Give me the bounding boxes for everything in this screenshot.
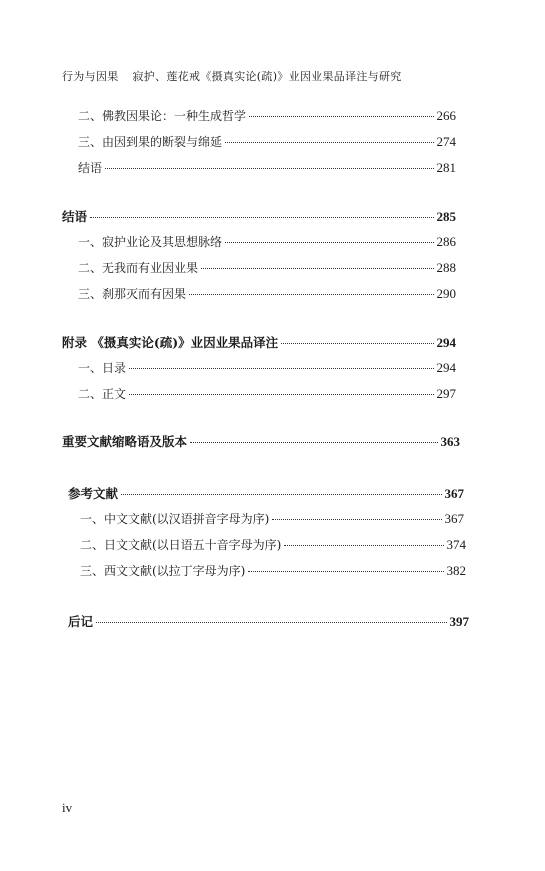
toc-entry-title: 二、正文 <box>78 387 127 401</box>
dot-leader <box>105 168 433 169</box>
toc-entry-page: 288 <box>436 260 456 275</box>
toc-entry <box>78 285 456 302</box>
toc-entry-page: 382 <box>446 563 466 578</box>
toc-chapter-page: 367 <box>444 486 464 501</box>
dot-leader <box>272 519 441 520</box>
toc-chapter-title: 附录 《摄真实论(疏)》业因业果品译注 <box>62 335 279 350</box>
dot-leader <box>225 242 433 243</box>
toc-chapter <box>62 207 456 225</box>
toc-chapter-page: 294 <box>436 335 456 350</box>
dot-leader <box>189 294 433 295</box>
toc-chapter-title: 重要文献缩略语及版本 <box>62 434 188 449</box>
toc-entry-title: 二、佛教因果论：一种生成哲学 <box>78 109 247 123</box>
toc-entry-title: 结语 <box>78 161 103 175</box>
dot-leader <box>249 116 433 117</box>
toc-entry <box>78 233 456 250</box>
toc-chapter-page: 363 <box>440 434 460 449</box>
toc-entry <box>78 385 456 402</box>
toc-entry <box>80 536 466 553</box>
toc-entry-title: 二、无我而有业因业果 <box>78 261 199 275</box>
dot-leader <box>201 268 433 269</box>
dot-leader <box>129 394 433 395</box>
toc-entry <box>78 259 456 276</box>
toc-chapter <box>62 432 460 450</box>
toc-chapter-page: 285 <box>436 209 456 224</box>
toc-chapter-page: 397 <box>449 614 469 629</box>
toc-entry-title: 三、刹那灭而有因果 <box>78 287 187 301</box>
toc-entry <box>80 510 464 527</box>
dot-leader <box>284 545 443 546</box>
toc-entry-page: 290 <box>436 286 456 301</box>
toc-chapter-title: 参考文献 <box>68 486 119 501</box>
toc-entry-page: 374 <box>446 537 466 552</box>
toc-entry-page: 297 <box>436 386 456 401</box>
toc-entry-title: 一、寂护业论及其思想脉络 <box>78 235 223 249</box>
toc-entry-title: 三、西文文献(以拉丁字母为序) <box>80 564 246 578</box>
toc-chapter-title: 后记 <box>68 614 94 629</box>
toc-entry-title: 一、日录 <box>78 361 127 375</box>
toc-entry-page: 274 <box>436 134 456 149</box>
toc-chapter-title: 结语 <box>62 209 88 224</box>
toc-chapter <box>62 333 456 351</box>
toc-entry-page: 294 <box>436 360 456 375</box>
toc-entry-title: 三、由因到果的断裂与绵延 <box>78 135 223 149</box>
toc-entry-page: 286 <box>436 234 456 249</box>
running-header <box>62 68 402 84</box>
dot-leader <box>190 442 437 443</box>
dot-leader <box>90 217 433 218</box>
dot-leader <box>129 368 433 369</box>
toc-entry-page: 281 <box>436 160 456 175</box>
dot-leader <box>225 142 433 143</box>
toc-chapter <box>68 612 469 630</box>
toc-entry-title: 一、中文文献(以汉语拼音字母为序) <box>80 512 270 526</box>
page-number: iv <box>62 800 73 815</box>
toc-entry <box>78 133 456 150</box>
dot-leader <box>281 343 433 344</box>
header-part-title: 行为与因果 <box>62 70 119 83</box>
header-book-title: 寂护、莲花戒《摄真实论(疏)》业因业果品译注与研究 <box>132 70 402 83</box>
toc-entry-page: 266 <box>436 108 456 123</box>
toc-entry <box>78 107 456 124</box>
toc-chapter <box>68 484 464 502</box>
dot-leader <box>96 622 446 623</box>
toc-entry <box>80 562 466 579</box>
toc-entry-title: 二、日文文献(以日语五十音字母为序) <box>80 538 282 552</box>
toc-entry <box>78 159 456 176</box>
toc-entry <box>78 359 456 376</box>
toc-entry-page: 367 <box>444 511 464 526</box>
dot-leader <box>121 494 441 495</box>
dot-leader <box>248 571 443 572</box>
